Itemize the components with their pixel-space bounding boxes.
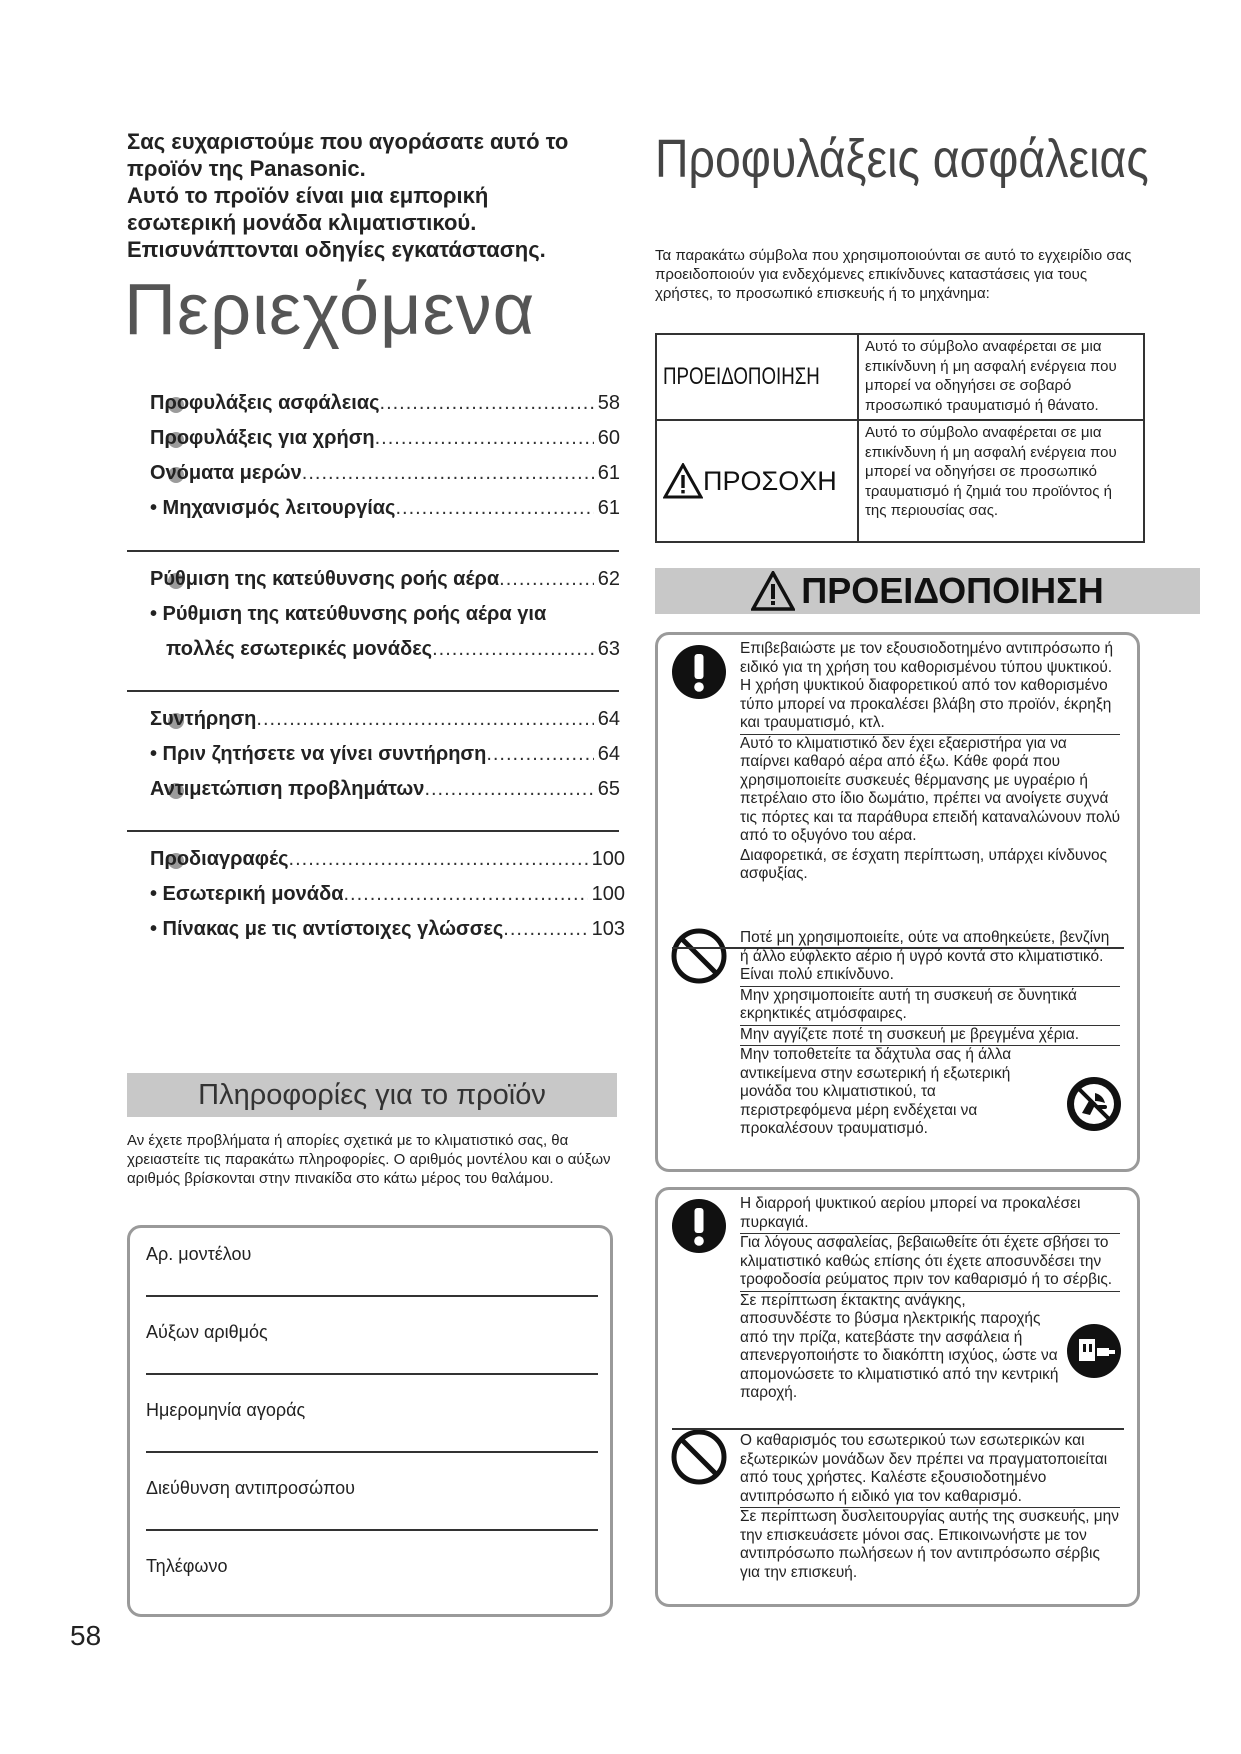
toc-group (150, 708, 620, 813)
warning-band (655, 568, 1200, 614)
intro-line: Αυτό το προϊόν είναι μια εμπορική (127, 183, 489, 208)
warning-item: Αυτό το κλιματιστικό δεν έχει εξαεριστήρα για να παίρνει καθαρό αέρα από έξω. Κάθε φορά που χρησιμοποιείτε συσκευές θέρμανσης με υγραέριο ή πετρέλαιο στο ίδιο δωμάτιο, πρέπει να ανοίγετε συχνά τις πόρτες και τα παράθυρα επειδή καταναλώνουν πολύ από το οξυγόνο του αέρα. (740, 734, 1120, 844)
toc-entry-title: Συντήρηση (150, 708, 257, 730)
symbol-label: ΠΡΟΕΙΔΟΠΟΙΗΣΗ (663, 363, 820, 390)
form-label: Ημερομηνία αγοράς (146, 1400, 306, 1420)
warning-item: Διαφορετικά, σε έσχατη περίπτωση, υπάρχει κίνδυνος ασφυξίας. (740, 846, 1108, 882)
toc-entry-page: 65 (597, 778, 620, 800)
toc-entry[interactable] (150, 497, 620, 532)
form-line-serial[interactable] (146, 1373, 598, 1375)
warning-item: Επιβεβαιώστε με τον εξουσιοδοτημένο αντιπρόσωπο ή ειδικό για τη χρήση του καθορισμένου τύπου ψυκτικού. Η χρήση ψυκτικού διαφορετικού από τον καθορισμένο τύπο μπορεί να προκαλέσει βλάβη στο προϊόν, έκρηξη και τραυματισμό, κτλ. (740, 640, 1120, 735)
warning-box-2-text-b (740, 1432, 1120, 1583)
toc-entry-title: Ονόματα μερών (150, 462, 302, 484)
toc-entry[interactable] (150, 392, 620, 427)
toc-entry-title: Προδιαγραφές (150, 848, 289, 870)
toc-entry[interactable] (150, 568, 620, 603)
toc-entry-page: 100 (591, 848, 625, 870)
warning-triangle-icon (751, 571, 795, 611)
warning-item: Σε περίπτωση δυσλειτουργίας αυτής της συσκευής, μην την επισκευάσετε μόνοι σας. Επικοινωνήστε με τον αντιπρόσωπο πωλήσεων ή τον αντιπρόσωπο σέρβις για την επισκευή. (740, 1508, 1119, 1581)
toc-entry-page: 63 (597, 638, 620, 660)
toc-entry[interactable] (150, 848, 625, 883)
symbol-row-caution (657, 421, 1143, 541)
toc-entry-page: 58 (597, 392, 620, 414)
toc-entry-title: • Πριν ζητήσετε να γίνει συντήρηση (150, 743, 487, 765)
divider (672, 1428, 1124, 1430)
caution-triangle-icon (663, 463, 703, 499)
toc-entry-page: 64 (597, 743, 620, 765)
toc-entry[interactable] (150, 427, 620, 462)
mandatory-action-icon (671, 1198, 727, 1254)
toc-entry-title: • Πίνακας με τις αντίστοιχες γλώσσες (150, 918, 504, 940)
intro-text (127, 128, 627, 263)
prohibited-icon (670, 927, 728, 985)
warning-box-2-text (740, 1195, 1120, 1404)
toc-entry-title: Προφυλάξεις ασφάλειας (150, 392, 380, 414)
symbol-desc: Αυτό το σύμβολο αναφέρεται σε μια επικίνδυνη ή μη ασφαλή ενέργεια που μπορεί να οδηγήσει σε προσωπικό τραυματισμό ή ζημιά του προϊόντος ή της περιουσίας σας. (857, 421, 1143, 541)
form-label: Αύξων αριθμός (146, 1322, 268, 1342)
toc-entry-title: Ρύθμιση της κατεύθυνσης ροής αέρα (150, 568, 500, 590)
form-label: Τηλέφωνο (146, 1556, 228, 1576)
divider (127, 550, 619, 552)
warning-title: ΠΡΟΕΙΔΟΠΟΙΗΣΗ (801, 570, 1104, 611)
form-line-dealer[interactable] (146, 1529, 598, 1531)
form-label: Διεύθυνση αντιπροσώπου (146, 1478, 355, 1498)
intro-line: Επισυνάπτονται οδηγίες εγκατάστασης. (127, 237, 546, 262)
intro-line: προϊόν της Panasonic. (127, 156, 366, 181)
product-info-form (127, 1225, 613, 1617)
toc-entry[interactable] (150, 638, 620, 673)
toc-group (150, 848, 625, 953)
toc-entry-page: 100 (591, 883, 625, 905)
contents-title: Περιεχόμενα (124, 270, 536, 350)
form-label: Αρ. μοντέλου (146, 1244, 252, 1264)
toc-entry-page: 61 (597, 497, 620, 519)
divider (127, 830, 619, 832)
warning-item: Μην αγγίζετε ποτέ τη συσκευή με βρεγμένα χέρια. (740, 1026, 1120, 1047)
toc-entry-title: • Μηχανισμός λειτουργίας (150, 497, 396, 519)
warning-item: Μην τοποθετείτε τα δάχτυλα σας ή άλλα αντικείμενα στην εσωτερική ή εξωτερική μονάδα του κλιματιστικού, τα περιστρεφόμενα μέρη ενδέχεται να προκαλέσουν τραυματισμό. (740, 1046, 1012, 1137)
toc-group (150, 392, 620, 532)
toc-entry-page: 62 (597, 568, 620, 590)
safety-title: Προφυλάξεις ασφάλειας (655, 129, 1149, 189)
prohibited-icon (670, 1428, 728, 1486)
toc-entry[interactable] (150, 743, 620, 778)
safety-intro: Τα παρακάτω σύμβολα που χρησιμοποιούνται σε αυτό το εγχειρίδιο σας προειδοποιούν για ενδεχόμενες επικίνδυνες καταστάσεις για τους χρήστες, το προσωπικό επισκευής ή το μηχάνημα: (655, 247, 1132, 302)
symbol-row-warning (657, 335, 1143, 421)
toc-entry[interactable] (150, 918, 625, 953)
product-info-text: Αν έχετε προβλήματα ή απορίες σχετικά με το κλιματιστικό σας, θα χρειαστείτε τις παρακάτω πληροφορίες. Ο αριθμός μοντέλου και ο αύξων αριθμός βρίσκονται στην πινακίδα στο κάτω μέρος του θαλάμου. (127, 1132, 611, 1187)
warning-item: Μην χρησιμοποιείτε αυτή τη συσκευή σε δυνητικά εκρηκτικές ατμόσφαιρες. (740, 987, 1120, 1026)
divider (127, 690, 619, 692)
toc-entry-title: Προφυλάξεις για χρήση (150, 427, 375, 449)
toc-group (150, 568, 620, 673)
intro-line: εσωτερική μονάδα κλιματιστικού. (127, 210, 477, 235)
symbol-label: ΠΡΟΣΟΧΗ (703, 465, 837, 496)
warning-box-1-text-b (740, 929, 1120, 1140)
warning-item: Η διαρροή ψυκτικού αερίου μπορεί να προκαλέσει πυρκαγιά. (740, 1195, 1120, 1234)
warning-item: Για λόγους ασφαλείας, βεβαιωθείτε ότι έχετε σβήσει το κλιματιστικό καθώς επίσης ότι έχετε αποσυνδέσει την τροφοδοσία ρεύματος πριν τον καθαρισμό ή το σέρβις. (740, 1234, 1120, 1292)
toc-entry-title: Αντιμετώπιση προβλημάτων (150, 778, 425, 800)
warning-item: Ποτέ μη χρησιμοποιείτε, ούτε να αποθηκεύετε, βενζίνη ή άλλο εύφλεκτο αέριο ή υγρό κοντά στο κλιματιστικό. Είναι πολύ επικίνδυνο. (740, 929, 1120, 987)
toc-entry-title: • Εσωτερική μονάδα (150, 883, 344, 905)
toc-entry-page: 103 (591, 918, 625, 940)
mandatory-action-icon (671, 644, 727, 700)
intro-line: Σας ευχαριστούμε που αγοράσατε αυτό το (127, 129, 569, 154)
toc-entry-page: 64 (597, 708, 620, 730)
warning-item: Σε περίπτωση έκτακτης ανάγκης, αποσυνδέστε το βύσμα ηλεκτρικής παροχής από την πρίζα, κατεβάστε την ασφάλεια ή απενεργοποιήστε το διακόπτη ισχύος, ώστε να απομονώσετε το κλιματιστικό από την κεντρική παροχή. (740, 1291, 1059, 1401)
form-line-date[interactable] (146, 1451, 598, 1453)
toc-entry[interactable] (150, 778, 620, 813)
toc-entry-title: • Ρύθμιση της κατεύθυνσης ροής αέρα για (150, 603, 547, 625)
toc-entry-page: 60 (597, 427, 620, 449)
toc-entry-title: πολλές εσωτερικές μονάδες (166, 638, 433, 660)
symbol-desc: Αυτό το σύμβολο αναφέρεται σε μια επικίνδυνη ή μη ασφαλή ενέργεια που μπορεί να οδηγήσει σε σοβαρό προσωπικό τραυματισμό ή θάνατο. (857, 335, 1143, 419)
symbol-table (655, 333, 1145, 543)
toc-entry[interactable] (150, 708, 620, 743)
warning-box-1-text (740, 640, 1120, 885)
form-line-model[interactable] (146, 1295, 598, 1297)
warning-item: Ο καθαρισμός του εσωτερικού των εσωτερικών και εξωτερικών μονάδων δεν πρέπει να πραγματοποιείται από τους χρήστες. Καλέστε εξουσιοδοτημένο αντιπρόσωπο ή ειδικό για τον καθαρισμό. (740, 1432, 1120, 1508)
toc-entry[interactable] (150, 883, 625, 918)
product-info-title: Πληροφορίες για το προϊόν (127, 1073, 617, 1117)
toc-entry[interactable] (150, 462, 620, 497)
toc-entry[interactable] (150, 603, 620, 638)
page-number: 58 (70, 1620, 102, 1651)
toc-entry-page: 61 (597, 462, 620, 484)
